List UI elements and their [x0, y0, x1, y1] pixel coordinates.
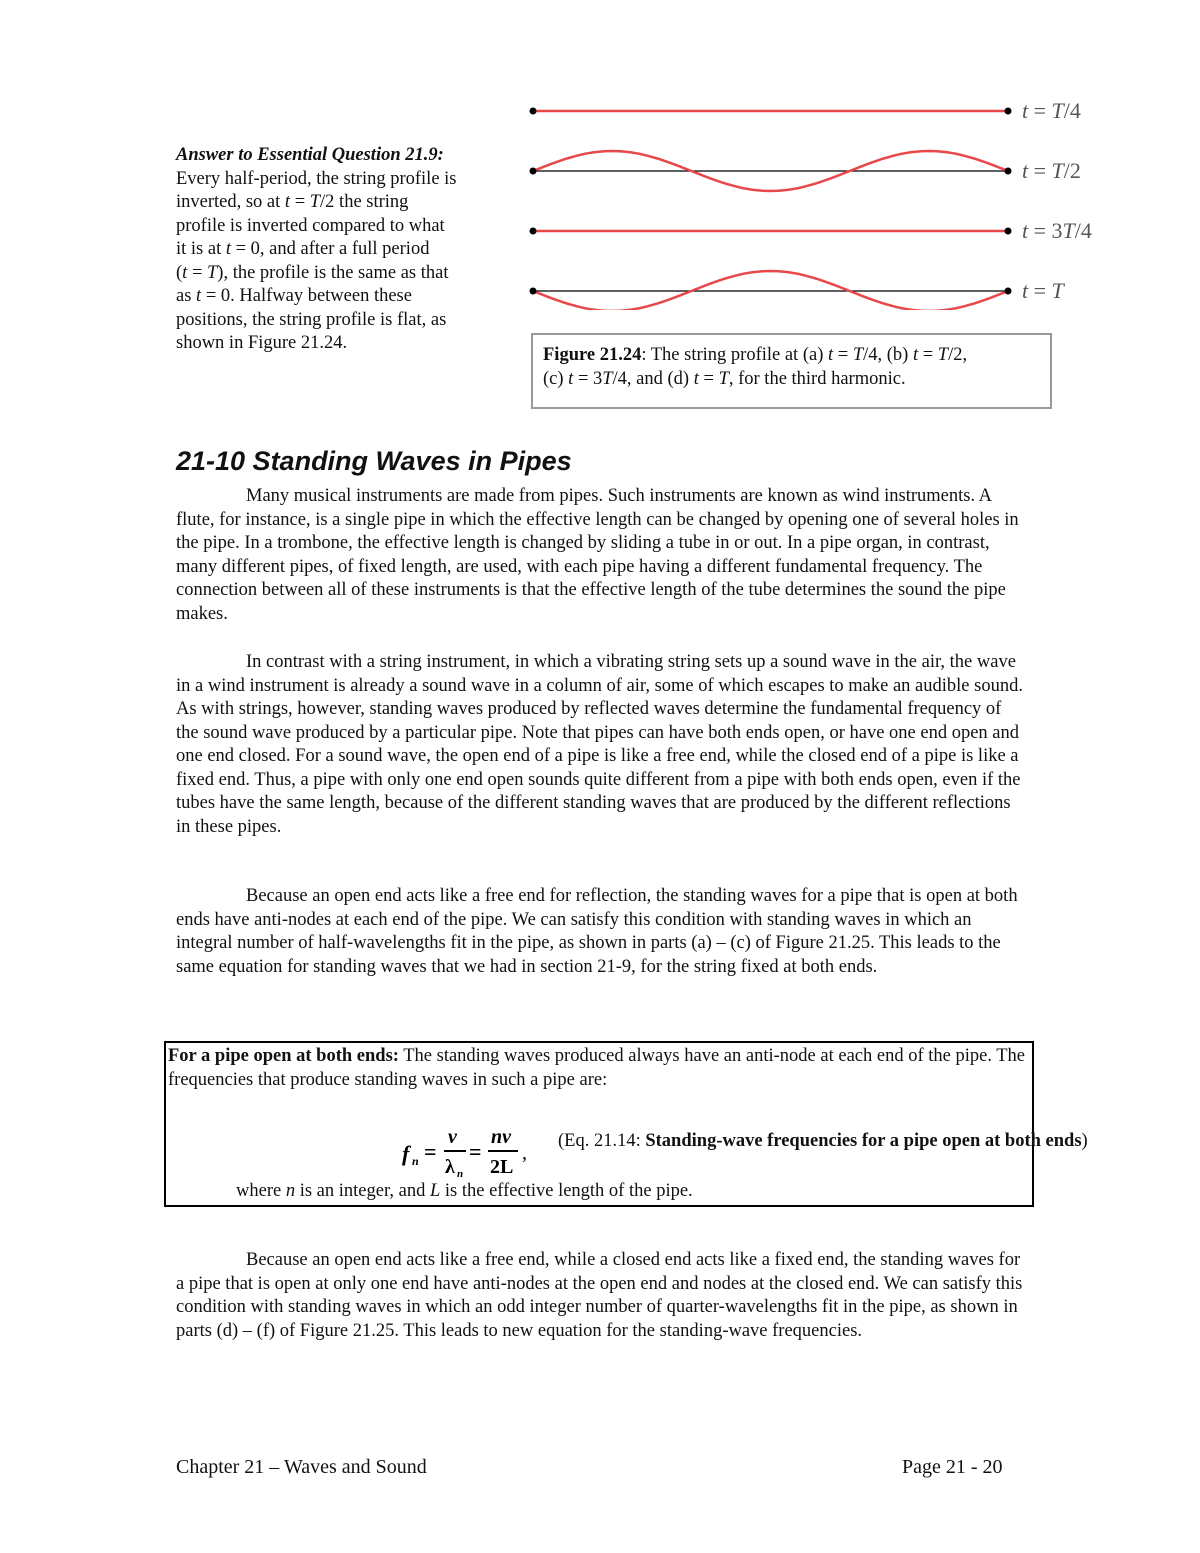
- answer-line: shown in Figure 21.24.: [176, 333, 348, 353]
- paragraph-2: In contrast with a string instrument, in which a vibrating string sets up a sound wave in the air, the wave in a wind instrument is already a sound wave in a column of air, some of which escapes to make an audible sound. As with strings, however, standing waves produced by reflected waves determine the fundamental frequency of the sound wave produced by a particular pipe. Note that pipes can have both ends open, or have one end open and one end closed. For a sound wave, the open end of a pipe is like a free end, while the closed end of a pipe is like a fixed end. Thus, a pipe with only one end open sounds quite different from a pipe with both ends open, even if the tubes have the same length, because of the different standing waves that are produced by the different reflections in these pipes.: [176, 652, 1023, 837]
- eq-symbol: n: [457, 1168, 464, 1180]
- figure-caption: [531, 333, 1052, 409]
- eq-symbol: nv: [491, 1126, 511, 1148]
- answer-line: profile is inverted compared to what: [176, 215, 445, 236]
- equation-box: [164, 1041, 1088, 1207]
- caption-line: (c) t = 3T/4, and (d) t = T, for the third harmonic.: [543, 369, 906, 389]
- profile-t-quarter: [530, 98, 1081, 123]
- eq-symbol: v: [448, 1126, 457, 1148]
- profile-t-half: [530, 151, 1081, 191]
- profile-label: t = T: [1022, 278, 1064, 303]
- answer-line: Every half-period, the string profile is: [176, 168, 457, 189]
- paragraph-4: Because an open end acts like a free end, while a closed end acts like a fixed end, the standing waves for a pipe that is open at only one end have anti-nodes at the open end and nodes at the closed end. We can satisfy this condition with standing waves in which an odd integer number of quarter-wavelengths fit in the pipe, as shown in parts (d) – (f) of Figure 21.25. This leads to new equation for the standing-wave frequencies.: [176, 1250, 1023, 1341]
- eq-symbol: λ: [445, 1156, 455, 1178]
- paragraph-3: Because an open end acts like a free end for reflection, the standing waves for a pipe that is open at both ends have anti-nodes at each end of the pipe. We can satisfy this condition with standing waves in which an integral number of half-wavelengths fit in the pipe, as shown in parts (a) – (c) of Figure 21.25. This leads to the same equation for standing waves that we had in section 21-9, for the string fixed at both ends.: [176, 886, 1018, 977]
- answer-line: inverted, so at t = T/2 the string: [176, 192, 409, 212]
- footer-page-number: Page 21 - 20: [902, 1456, 1003, 1478]
- profile-t-three-quarter: [530, 218, 1092, 243]
- eq-symbol: =: [424, 1139, 437, 1164]
- profile-t-full: [530, 271, 1066, 310]
- answer-line: positions, the string profile is flat, as: [176, 309, 447, 330]
- eq-symbol: =: [469, 1139, 482, 1164]
- footer-chapter: Chapter 21 – Waves and Sound: [176, 1456, 427, 1478]
- eq-symbol: n: [412, 1154, 419, 1168]
- paragraph-1: Many musical instruments are made from pipes. Such instruments are known as wind instruments. A flute, for instance, is a single pipe in which the effective length can be changed by opening one of several holes in the pipe. In a trombone, the effective length is changed by sliding a tube in or out. In a pipe organ, in contrast, many different pipes, of fixed length, are used, with each pipe having a different fundamental frequency. The connection between all of these instruments is that the effective length of the tube determines the sound the pipe makes.: [176, 486, 1019, 624]
- eq-symbol: ,: [522, 1142, 527, 1164]
- eq-symbol: 2L: [490, 1156, 514, 1178]
- section-heading: 21-10 Standing Waves in Pipes: [176, 446, 572, 476]
- answer-line: (t = T), the profile is the same as that: [176, 262, 449, 283]
- figure-string-profiles: [524, 90, 1124, 310]
- answer-sidebar: [176, 144, 516, 356]
- eq-symbol: f: [402, 1141, 410, 1166]
- profile-label: t = T/2: [1022, 158, 1081, 183]
- equation-where: where n is an integer, and L is the effective length of the pipe.: [236, 1181, 693, 1201]
- caption-line: Figure 21.24: The string profile at (a) t = T/4, (b) t = T/2,: [543, 345, 968, 365]
- profile-label: t = T/4: [1022, 98, 1081, 123]
- profile-label: t = 3T/4: [1022, 218, 1092, 243]
- equation-standing-wave: [402, 1123, 532, 1183]
- answer-title: Answer to Essential Question 21.9:: [176, 145, 444, 165]
- answer-line: it is at t = 0, and after a full period: [176, 239, 430, 259]
- box-intro: For a pipe open at both ends: The standing waves produced always have an anti-node at each end of the pipe. The frequencies that produce standing waves in such a pipe are:: [168, 1046, 1025, 1090]
- answer-line: as t = 0. Halfway between these: [176, 286, 412, 306]
- equation-reference: (Eq. 21.14: Standing-wave frequencies for a pipe open at both ends): [558, 1131, 1088, 1151]
